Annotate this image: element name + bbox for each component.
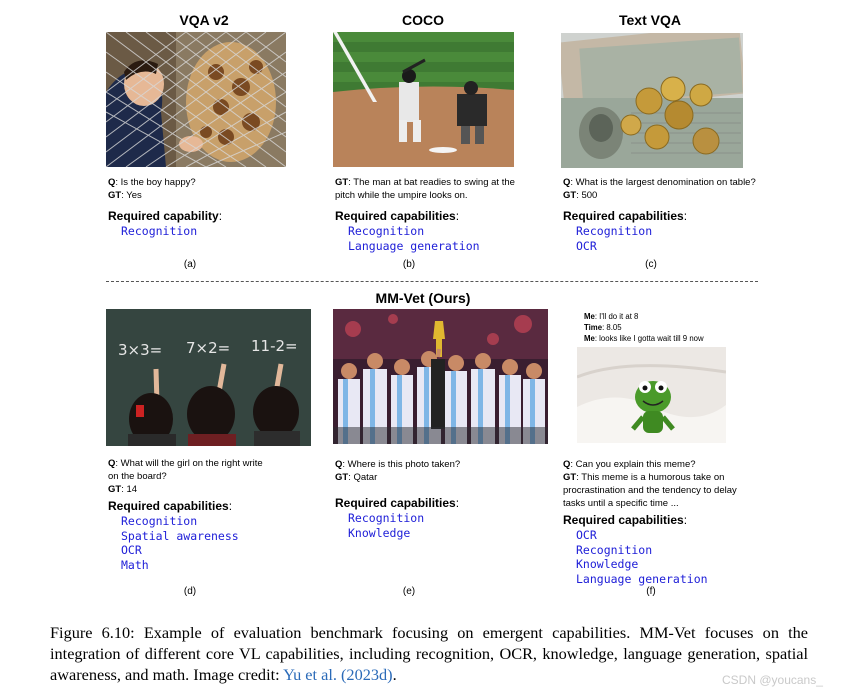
panel-d-image [106, 309, 311, 446]
qa-value: : The man at bat readies to swing at the [348, 177, 515, 188]
watermark: CSDN @youcans_ [722, 673, 823, 687]
panel-b-image [333, 32, 514, 167]
qa-value: tasks until a specific time ... [563, 498, 679, 509]
qa-value: : What is the largest denomination on table? [570, 177, 756, 188]
qa-value: : 500 [576, 190, 598, 201]
board-writing-1: 3×3= [118, 341, 163, 359]
panel-f-image [577, 347, 726, 443]
capability-item: Recognition [121, 224, 198, 238]
panel-c-image [561, 33, 743, 168]
panel-e-capabilities: Required capabilities: Recognition Knowledge [335, 496, 460, 540]
panel-a-image [106, 32, 286, 167]
qa-value: : What will the girl on the right write [115, 458, 263, 469]
capability-item: Language generation [348, 238, 480, 253]
qa-value: : Is the boy happy? [115, 177, 196, 188]
panel-c-capabilities: Required capabilities: Recognition OCR [563, 209, 688, 253]
panel-d-label: (d) [183, 586, 197, 597]
capability-item: OCR [576, 528, 597, 542]
meme-key: Time [584, 323, 603, 332]
panel-f-qa [563, 458, 763, 510]
meme-value: : looks like I gotta wait till 9 now [594, 334, 704, 343]
panel-e-qa [335, 458, 535, 484]
capability-item: OCR [121, 543, 142, 557]
panel-a-title: VQA v2 [179, 12, 229, 28]
panel-d-capabilities: Required capabilities: Recognition Spatial awareness OCR Math [108, 499, 239, 572]
qa-key: GT [563, 190, 577, 201]
qa-key: GT [108, 190, 122, 201]
panel-b-capabilities: Required capabilities: Recognition Language generation [335, 209, 480, 253]
citation-link-year[interactable]: (2023d) [341, 665, 393, 684]
qa-value: : Can you explain this meme? [570, 459, 696, 470]
panel-a-label: (a) [183, 259, 197, 270]
meme-value: : I'll do it at 8 [594, 312, 639, 321]
qa-value: : Yes [121, 190, 142, 201]
panel-c-label: (c) [645, 259, 657, 270]
capability-heading: Required capabilities [563, 209, 684, 223]
panel-b-qa [335, 176, 545, 202]
meme-key: Me [584, 312, 595, 321]
board-writing-3: 11-2= [251, 337, 298, 355]
capability-item: Recognition [348, 224, 425, 238]
qa-value: : Qatar [348, 472, 378, 483]
qa-key: GT [335, 177, 349, 188]
panel-e-title: MM-Vet (Ours) [375, 290, 471, 306]
capability-heading: Required capabilities [108, 499, 229, 513]
qa-key: Q [108, 458, 116, 469]
capability-item: Recognition [121, 514, 198, 528]
panel-f-meme-text [584, 311, 754, 344]
panel-a-qa [108, 176, 308, 202]
meme-key: Me [584, 334, 595, 343]
panel-e-image [333, 309, 548, 444]
figure-caption [50, 622, 808, 685]
qa-value: : 14 [121, 484, 138, 495]
meme-value: : 8.05 [602, 323, 622, 332]
qa-key: GT [108, 484, 122, 495]
qa-value: pitch while the umpire looks on. [335, 190, 468, 201]
capability-item: Knowledge [576, 557, 639, 571]
qa-key: Q [563, 177, 571, 188]
capability-item: OCR [576, 238, 597, 253]
caption-text: Figure 6.10: Example of evaluation benchmark focusing on emergent capabilities. MM-Vet focuses on the integration of different core VL capabilities, including recognition, OCR, knowledge, language generation, spatial awareness, and math. Image credit: [50, 623, 808, 684]
qa-key: Q [108, 177, 116, 188]
qa-value: on the board? [108, 471, 167, 482]
capability-item: Recognition [348, 511, 425, 525]
qa-key: GT [563, 472, 577, 483]
panel-d-qa [108, 457, 308, 496]
panel-f-label: (f) [646, 586, 656, 597]
panel-b-title: COCO [402, 12, 444, 28]
qa-value: : Where is this photo taken? [342, 459, 461, 470]
panel-c-title: Text VQA [619, 12, 681, 28]
board-writing-2: 7×2= [186, 339, 231, 357]
qa-key: Q [335, 459, 343, 470]
qa-value: : This meme is a humorous take on [576, 472, 725, 483]
capability-item: Language generation [576, 571, 708, 586]
panel-f-capabilities: Required capabilities: OCR Recognition Knowledge Language generation [563, 513, 708, 586]
caption-period: . [392, 665, 397, 684]
capability-heading: Required capabilities [335, 209, 456, 223]
qa-key: Q [563, 459, 571, 470]
capability-item: Recognition [576, 224, 653, 238]
capability-heading: Required capability [108, 209, 219, 223]
capability-item: Spatial awareness [121, 528, 239, 543]
panel-c-qa [563, 176, 783, 202]
capability-item: Recognition [576, 542, 653, 557]
qa-value: procrastination and the tendency to delay [563, 485, 737, 496]
capability-heading: Required capabilities [335, 496, 456, 510]
qa-key: GT [335, 472, 349, 483]
citation-link-authors[interactable]: Yu et al. [283, 665, 337, 684]
panel-e-label: (e) [402, 586, 416, 597]
panel-a-capabilities: Required capability: Recognition [108, 209, 223, 238]
section-divider [106, 281, 758, 282]
panel-b-label: (b) [402, 259, 416, 270]
capability-item: Math [121, 557, 149, 572]
capability-item: Knowledge [348, 525, 411, 540]
capability-heading: Required capabilities [563, 513, 684, 527]
